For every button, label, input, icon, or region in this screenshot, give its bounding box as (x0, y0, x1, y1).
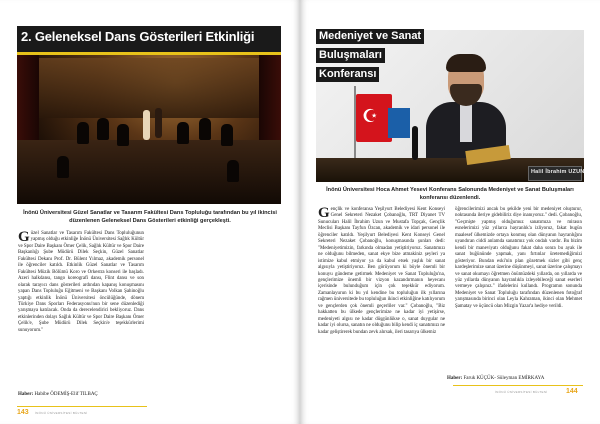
photo-caption: İnönü Üniversitesi Hoca Ahmet Yesevi Konferans Salonunda Medeniyet ve Sanat Buluşmaları konferansı düzenlendi. (326, 187, 574, 201)
title-line-3: Konferansı (316, 67, 379, 82)
microphone-icon (412, 126, 418, 160)
right-title-block (316, 26, 422, 80)
body-text: üzel Sanatlar ve Tasarım Fakültesi Dans Topluluğunun yapmış olduğu etkinliğe İnönü Üniversitesi Sağlık Kültür ve Spor Daire Başkanı Ömer Çelik, Sağlık Kültür ve Spor Daire Başkanlığı Şube Müdürü Dilek Seçkin, Güzel Sanatlar Fakültesi Dekanı Prof. Dr. Bülent Yılmaz, akademik personel ile öğrenciler katıldı. Etkinlik Güzel Sanatlar ve Tasarım Fakültesi Müzik Bölümü Koro ve Orkestra konseri ile başladı. Azeri halkdansı, tango koreografi dansı, Flint dansı ve son olarak tarayıcı dans gösterileri ardından kapanış konuşmasını yapan Dans Topluluğu Eğitmeni ve Başkanı Volkan Şahinoğlu yaptığı etkinlik İnönü Üniversitesi öncülüğünde, dönem Türkiye Dans Sporları Federasyonu'nun bir sene düzenlediği yarışmaya katılacak. Onda da derecelendirici bekliyoruz. Dans etkinlerinden dolayı Sağlık Kültür ve Spor Daire Başkanı Ömer Çelik'e, Şube Müdürü Dilek Seçkin'e teşekkürlerimi sunuyorum." (18, 231, 144, 333)
article-title: 2. Geleneksel Dans Gösterileri Etkinliği (21, 29, 255, 44)
title-line-2: Buluşmaları (316, 48, 385, 63)
article-columns (318, 207, 582, 336)
drop-cap: G (318, 205, 330, 221)
article-body (18, 231, 144, 334)
photo-caption: İnönü Üniversitesi Güzel Sanatlar ve Tasarım Fakültesi Dans Topluluğu tarafından bu yıl ikincisi düzenlenen Geleneksel Dans Gösterileri etkinliği gerçekleşti. (23, 210, 277, 224)
drop-cap: G (18, 229, 30, 245)
author-label: Haber: (18, 392, 34, 397)
page-number: 143 (17, 409, 29, 416)
footer-text: İNÖNÜ ÜNİVERSİTESİ BÜLTENİ (495, 390, 548, 394)
author-name: Habibe ÖDEMİŞ-Elif TILBAÇ (34, 392, 98, 397)
dance-performance-photo (17, 52, 281, 204)
title-line-1: Medeniyet ve Sanat (316, 29, 424, 44)
footer-text: İNÖNÜ ÜNİVERSİTESİ BÜLTENİ (35, 411, 88, 415)
page-number: 144 (566, 388, 578, 395)
author-line (447, 376, 544, 381)
article-column-2: öğrencilerimizi ancak bu şekilde yeni bir medeniyet oluşturur, noktasında ileriye gidebiliriz diye inanıyoruz." dedi. Çobanoğlu, "Geçmişte yapmış olduğumuz sanatımıza ve mirasın esnelerimizi yüz yıllarca hayranlık'a izliyoruz, fakat bugün maalesef ülkemizde ortaya konmuş olan dünyanın hayranlığını uyandıran ciddi anlamda sanatımız yok ondalı vardır. Bu bizim kendi bir maneviyatı olduğunu fakat daha sonra bu ayak ile sanat buğününde yapmak, yanı fırtınlar üretemediğimizi gösteriyor. Bundan eski'nin plan gözetmek sizler gibi genç kardeşlerimize sanat üzerine düşünmeyi, sanat üzerine çalışmayı ve sanat okumayı öğretmen önümüzdeki yıllarda, on yıllarda ve yüz yıllarda dünyanın hayranlıkla izleyebileceği sanat eserleri vermeye çalışınız." ifadelerini kullandı. Programın sonunda Medeniyet ve Sanat Topluluğu tarafından düzenlenen fotoğraf yarışmasında birinci olan Leyla Kahraman, ikinci olan Mehmet Şamatay ve üçüncü olan Mizgin Yazar'a hediye verildi. (455, 207, 582, 309)
author-label: Haber: (447, 376, 463, 381)
article-column-1 (318, 207, 445, 336)
author-name: Faruk KÜÇÜK- Süleyman EMİRKAYA (463, 376, 545, 381)
turkish-flag-icon (356, 94, 392, 142)
body-text: ençlik ve konferansa Yeşilyurt Belediyesi Kent Konseyi Genel Sekreteri Nezaket Çobanoğlu, TRT Diyanet TV Sunucuları Halil İbrahim Uzun ve Mustafa Topçak, Gençlik Meclisi Başkanı Tayfun Özcan, akademik ve idari personel ile öğrenciler katıldı. Yeşilyurt Belediyesi Kent Konseyi Genel Sekreteri Nezaket Çobanoğlu, konuşmasında şunları dedi: "Medeniyetimizin, farkında olmadan yetiştiriyoruz. Sanatımızı ne olduğunu bilmeden, sanat ekye bize atmakiniz şeyleri ya istimize kabul etmiyor ya da kabul etsek yaşlık bir sanat algısıyla yetiştiriyoruz. Ben görüyorum ki böyle önemli bir konuyu gündeme getirmek Medeniyet ve Sanat Topluluğu'na, gençlerimize önemli bir vizyon kazandırmanın heyecanı içerisinde bulunduğum için çok teşekkür ediyorum. Zamanlayurun ki bu yıl kendine bu topluluğun ilk yıllarına rağmen üniversitede bu topluluğun ikinci etkinliğine katılıyorum ve gençlerden çok önemli geçerliler var." Çobanoğlu, "Biz hakkatten bu ülkede gençlerimize ne kadar iyi yetişirse, medeniyeti algısı ne kadar düşgünlükse o, sanat duygular ne kadar iyi olursa, sanatın ne olduğunu bilip kendi iç sanatımızı ne kadar geliştirerek bundan zevk alırsak, ileri tasarıya ülkemiz (318, 207, 445, 335)
speaker-nameplate: Halil İbrahim UZUN (528, 166, 582, 181)
author-line (18, 392, 98, 397)
left-title-bar (17, 26, 281, 55)
